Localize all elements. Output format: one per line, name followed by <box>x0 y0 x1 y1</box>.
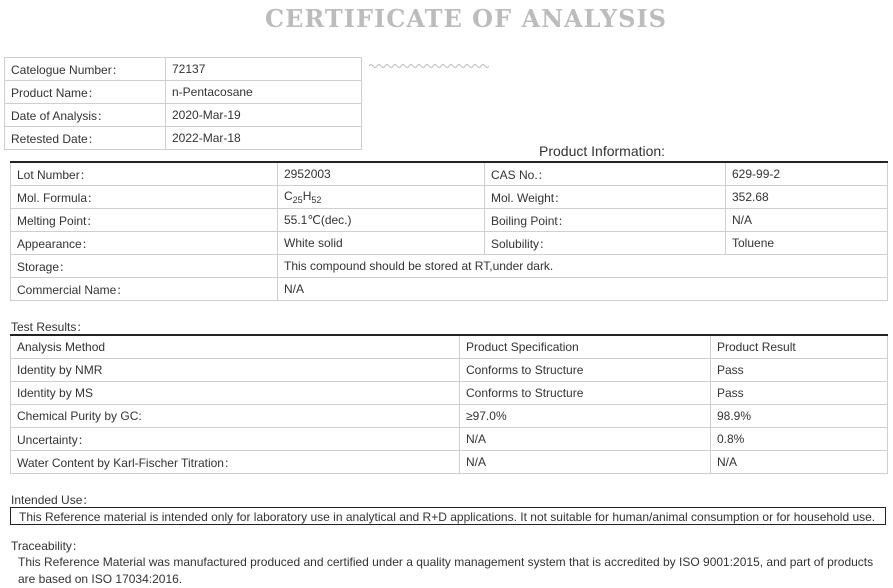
specification-cell: N/A <box>460 451 711 474</box>
intended-use-label: Intended Use： <box>11 493 95 507</box>
formula-h: H <box>302 189 312 203</box>
product-specification-header: Product Specification <box>460 335 711 359</box>
melting-point-value: 55.1℃(dec.) <box>278 209 485 232</box>
test-results-label: Test Results： <box>11 320 89 334</box>
table-row <box>11 162 888 186</box>
analysis-method-cell: Uncertainty： <box>11 428 460 451</box>
mol-formula-label: Mol. Formula： <box>11 186 278 209</box>
table-header-row <box>11 335 888 359</box>
formula-c: C <box>284 189 293 203</box>
formula-c-subscript: 25 <box>292 195 303 205</box>
table-row <box>11 382 888 405</box>
table-row <box>11 428 888 451</box>
cas-number-value: 629-99-2 <box>726 162 888 186</box>
result-cell: 98.9% <box>711 405 888 428</box>
table-row <box>11 232 888 255</box>
traceability-label: Traceability： <box>11 539 84 553</box>
catalogue-number-value: 72137 <box>166 58 362 81</box>
storage-label: Storage： <box>11 255 278 278</box>
analysis-method-header: Analysis Method <box>11 335 460 359</box>
test-results-table <box>10 334 888 474</box>
product-name-label: Product Name： <box>5 81 166 104</box>
formula-h-subscript: 52 <box>311 195 322 205</box>
analysis-method-cell: Water Content by Karl-Fischer Titration： <box>11 451 460 474</box>
intended-use-text: This Reference material is intended only for laboratory use in analytical and R+D applications. It not suitable for human/animal consumption or for household use. <box>10 507 886 525</box>
certificate-title: CERTIFICATE OF ANALYSIS <box>264 4 668 33</box>
table-row <box>11 451 888 474</box>
table-row <box>11 255 888 278</box>
table-row <box>5 58 362 81</box>
mol-weight-value: 352.68 <box>726 186 888 209</box>
table-row <box>11 209 888 232</box>
solubility-value: Toluene <box>726 232 888 255</box>
commercial-name-label: Commercial Name： <box>11 278 278 301</box>
result-cell: N/A <box>711 451 888 474</box>
analysis-method-cell: Chemical Purity by GC: <box>11 405 460 428</box>
table-row <box>5 127 362 150</box>
table-row <box>5 81 362 104</box>
table-row <box>11 278 888 301</box>
table-row <box>11 359 888 382</box>
retested-date-label: Retested Date： <box>5 127 166 150</box>
analysis-method-cell: Identity by MS <box>11 382 460 405</box>
product-information-title: Product Information: <box>539 143 666 159</box>
analysis-method-cell: Identity by NMR <box>11 359 460 382</box>
table-row <box>11 405 888 428</box>
storage-value: This compound should be stored at RT,under dark. <box>278 255 888 278</box>
specification-cell: N/A <box>460 428 711 451</box>
commercial-name-value: N/A <box>278 278 888 301</box>
appearance-value: White solid <box>278 232 485 255</box>
melting-point-label: Melting Point： <box>11 209 278 232</box>
specification-cell: Conforms to Structure <box>460 382 711 405</box>
catalogue-info-table <box>4 57 362 150</box>
appearance-label: Appearance： <box>11 232 278 255</box>
specification-cell: Conforms to Structure <box>460 359 711 382</box>
product-name-value: n-Pentacosane <box>166 81 362 104</box>
lot-number-value: 2952003 <box>278 162 485 186</box>
mol-weight-label: Mol. Weight： <box>485 186 726 209</box>
product-information-table <box>10 161 888 301</box>
decorative-squiggle <box>369 62 489 70</box>
retested-date-value: 2022-Mar-18 <box>166 127 362 150</box>
boiling-point-value: N/A <box>726 209 888 232</box>
date-of-analysis-label: Date of Analysis： <box>5 104 166 127</box>
traceability-text: This Reference Material was manufactured produced and certified under a quality management system that is accredited by ISO 9001:2015, and part of products are based on ISO 17034:2016. <box>18 555 874 586</box>
catalogue-number-label: Catelogue Number： <box>5 58 166 81</box>
boiling-point-label: Boiling Point： <box>485 209 726 232</box>
result-cell: Pass <box>711 382 888 405</box>
table-row <box>11 186 888 209</box>
result-cell: 0.8% <box>711 428 888 451</box>
specification-cell: ≥97.0% <box>460 405 711 428</box>
result-cell: Pass <box>711 359 888 382</box>
date-of-analysis-value: 2020-Mar-19 <box>166 104 362 127</box>
lot-number-label: Lot Number： <box>11 162 278 186</box>
cas-number-label: CAS No.： <box>485 162 726 186</box>
table-row <box>5 104 362 127</box>
solubility-label: Solubility： <box>485 232 726 255</box>
product-result-header: Product Result <box>711 335 888 359</box>
mol-formula-value <box>278 186 485 209</box>
